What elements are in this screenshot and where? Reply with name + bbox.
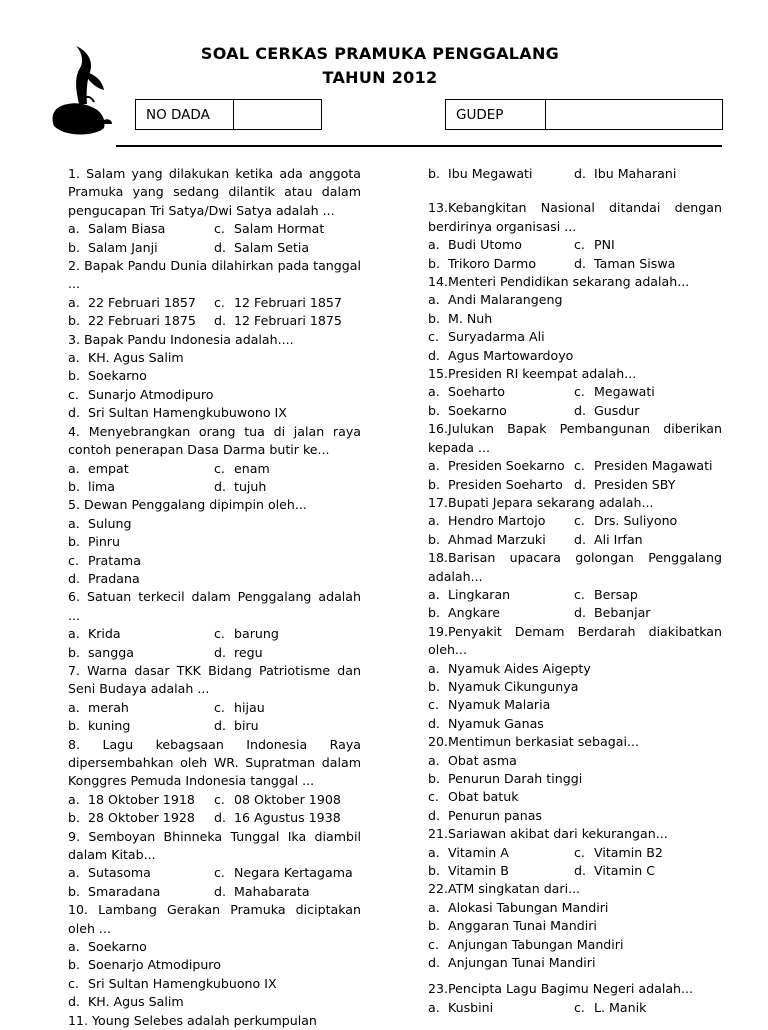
options-row bbox=[428, 531, 722, 549]
option-letter: c. bbox=[574, 844, 585, 860]
option-letter: c. bbox=[574, 384, 585, 400]
option-text: Sutasoma bbox=[88, 865, 151, 881]
options-row bbox=[68, 883, 361, 901]
option-text: Vitamin C bbox=[594, 863, 656, 879]
question-15: 15.Presiden RI keempat adalah... bbox=[428, 366, 637, 382]
options-row bbox=[428, 236, 722, 254]
options-row bbox=[68, 791, 361, 809]
option-letter: d. bbox=[214, 644, 226, 660]
option-text: Nyamuk Cikungunya bbox=[448, 678, 579, 694]
option-letter: d. bbox=[574, 531, 586, 547]
option bbox=[428, 715, 722, 733]
option-text: Andi Malarangeng bbox=[448, 292, 563, 308]
option-text: 22 Februari 1857 bbox=[88, 294, 196, 310]
option bbox=[428, 899, 722, 917]
option-text: Sri Sultan Hamengkubuwono IX bbox=[88, 405, 287, 421]
option-letter: a. bbox=[428, 292, 440, 308]
option bbox=[68, 533, 361, 551]
option-text: Mahabarata bbox=[234, 883, 310, 899]
option-text: Soekarno bbox=[448, 402, 507, 418]
option-letter: d. bbox=[574, 863, 586, 879]
option-letter: c. bbox=[574, 458, 585, 474]
option bbox=[68, 404, 361, 422]
option-text: hijau bbox=[234, 699, 265, 715]
option-letter: c. bbox=[214, 221, 225, 237]
option-text: Presiden SBY bbox=[594, 476, 676, 492]
options-row bbox=[428, 862, 722, 880]
option-text: lima bbox=[88, 478, 115, 494]
option-text: Ahmad Marzuki bbox=[448, 531, 546, 547]
option-text: Agus Martowardoyo bbox=[448, 347, 574, 363]
question-2: 2. Bapak Pandu Dunia dilahirkan pada tanggal ... bbox=[68, 258, 361, 292]
option-letter: d. bbox=[428, 347, 440, 363]
option-text: sangga bbox=[88, 644, 134, 660]
question-23: 23.Pencipta Lagu Bagimu Negeri adalah... bbox=[428, 981, 694, 997]
option-letter: c. bbox=[574, 999, 585, 1015]
option-text: Salam Janji bbox=[88, 239, 158, 255]
options-row bbox=[428, 512, 722, 530]
option-letter: d. bbox=[574, 166, 586, 181]
header-divider bbox=[116, 145, 722, 147]
question-9: 9. Semboyan Bhinneka Tunggal Ika diambil dalam Kitab... bbox=[68, 828, 361, 863]
option bbox=[428, 936, 722, 954]
option-text: Penurun panas bbox=[448, 807, 542, 823]
question-20: 20.Mentimun berkasiat sebagai... bbox=[428, 734, 639, 750]
options-row bbox=[68, 312, 361, 330]
option-text: Negara Kertagama bbox=[234, 865, 353, 881]
option-letter: a. bbox=[68, 865, 80, 881]
option-letter: d. bbox=[214, 718, 226, 734]
option-text: Obat asma bbox=[448, 752, 517, 768]
option-text: Vitamin B bbox=[448, 863, 509, 879]
option-text: KH. Agus Salim bbox=[88, 994, 184, 1010]
option bbox=[428, 660, 722, 678]
no-dada-field bbox=[135, 99, 322, 130]
option-text: M. Nuh bbox=[448, 310, 493, 326]
option-text: Pinru bbox=[88, 534, 120, 550]
option-text: Soeharto bbox=[448, 384, 505, 400]
option-letter: b. bbox=[428, 166, 440, 181]
option-letter: b. bbox=[428, 863, 440, 879]
option-letter: a. bbox=[428, 660, 440, 676]
option-text: barung bbox=[234, 626, 279, 642]
option-letter: a. bbox=[428, 999, 440, 1015]
option-text: 18 Oktober 1918 bbox=[88, 791, 195, 807]
option-letter: a. bbox=[428, 513, 440, 529]
option-text: regu bbox=[234, 644, 263, 660]
option bbox=[68, 349, 361, 367]
option bbox=[428, 291, 722, 309]
question-7: 7. Warna dasar TKK Bidang Patriotisme dan Seni Budaya adalah ... bbox=[68, 662, 361, 697]
option-text: Lingkaran bbox=[448, 586, 511, 602]
options-row bbox=[68, 294, 361, 312]
option-letter: b. bbox=[68, 368, 80, 384]
option-text: Anjungan Tabungan Mandiri bbox=[448, 936, 624, 952]
option-text: merah bbox=[88, 699, 129, 715]
options-row bbox=[428, 844, 722, 862]
option-text: 28 Oktober 1928 bbox=[88, 810, 195, 826]
option-text: 12 Februari 1875 bbox=[234, 313, 342, 329]
option-text: 16 Agustus 1938 bbox=[234, 810, 341, 826]
option-text: Sunarjo Atmodipuro bbox=[88, 386, 214, 402]
options-row bbox=[428, 255, 722, 273]
option-text: Ali Irfan bbox=[594, 531, 643, 547]
option-letter: a. bbox=[68, 515, 80, 531]
option-text: Taman Siswa bbox=[594, 255, 676, 271]
option bbox=[428, 696, 722, 714]
options-row bbox=[68, 239, 361, 257]
option bbox=[428, 770, 722, 788]
option-letter: b. bbox=[428, 402, 440, 418]
question-22: 22.ATM singkatan dari... bbox=[428, 881, 581, 897]
option-text: Bersap bbox=[594, 586, 638, 602]
question-4: 4. Menyebrangkan orang tua di jalan raya contoh penerapan Dasa Darma butir ke... bbox=[68, 423, 361, 458]
option-text: Salam Hormat bbox=[234, 221, 325, 237]
option-letter: b. bbox=[68, 644, 80, 660]
option-text: Smaradana bbox=[88, 883, 161, 899]
options-row bbox=[68, 809, 361, 827]
option bbox=[428, 954, 722, 972]
option-text: Pradana bbox=[88, 570, 140, 586]
option-letter: b. bbox=[68, 957, 80, 973]
option-text: Kusbini bbox=[448, 999, 494, 1015]
option bbox=[68, 993, 361, 1011]
page-subtitle-year: TAHUN 2012 bbox=[322, 68, 438, 87]
option-letter: d. bbox=[428, 807, 440, 823]
option-letter: b. bbox=[68, 313, 80, 329]
option-letter: d. bbox=[214, 810, 226, 826]
option-text: Presiden Soekarno bbox=[448, 458, 565, 474]
option-letter: c. bbox=[428, 936, 439, 952]
option-text: Sri Sultan Hamengkubuono IX bbox=[88, 975, 277, 991]
option-letter: a. bbox=[428, 458, 440, 474]
option-letter: b. bbox=[428, 476, 440, 492]
option bbox=[68, 956, 361, 974]
option-letter: a. bbox=[68, 626, 80, 642]
options-row bbox=[68, 625, 361, 643]
option-letter: b. bbox=[428, 531, 440, 547]
option bbox=[68, 367, 361, 385]
option-letter: a. bbox=[68, 699, 80, 715]
option-text: Salam Setia bbox=[234, 239, 310, 255]
question-16: 16.Julukan Bapak Pembangunan diberikan kepada ... bbox=[428, 421, 722, 455]
option-text: kuning bbox=[88, 718, 131, 734]
option-text: Megawati bbox=[594, 384, 655, 400]
option-text: Presiden Magawati bbox=[594, 458, 713, 474]
option bbox=[68, 386, 361, 404]
option-text: 22 Februari 1875 bbox=[88, 313, 196, 329]
option-text: Nyamuk Aides Aigepty bbox=[448, 660, 591, 676]
option bbox=[428, 807, 722, 825]
option-text: Salam Biasa bbox=[88, 221, 166, 237]
option-letter: a. bbox=[68, 294, 80, 310]
options-row bbox=[428, 586, 722, 604]
option-text: L. Manik bbox=[594, 999, 647, 1015]
page-title: SOAL CERKAS PRAMUKA PENGGALANG bbox=[200, 44, 560, 63]
question-3: 3. Bapak Pandu Indonesia adalah.... bbox=[68, 331, 294, 347]
option-letter: c. bbox=[214, 626, 225, 642]
options-row bbox=[68, 478, 361, 496]
option-letter: c. bbox=[68, 552, 79, 568]
option bbox=[428, 310, 722, 328]
option-letter: a. bbox=[428, 752, 440, 768]
option-letter: b. bbox=[428, 678, 440, 694]
option-letter: d. bbox=[574, 255, 586, 271]
option bbox=[428, 678, 722, 696]
option-letter: b. bbox=[428, 771, 440, 786]
option-letter: d. bbox=[214, 478, 226, 494]
no-dada-label: NO DADA bbox=[136, 100, 234, 129]
option-text: PNI bbox=[594, 237, 615, 253]
options-row bbox=[428, 402, 722, 420]
option-text: Soenarjo Atmodipuro bbox=[88, 957, 221, 973]
option-letter: b. bbox=[68, 534, 80, 550]
options-row bbox=[68, 644, 361, 662]
option-letter: d. bbox=[214, 239, 226, 255]
option-letter: b. bbox=[428, 310, 440, 326]
option-letter: d. bbox=[68, 570, 80, 586]
option bbox=[68, 515, 361, 533]
option-letter: c. bbox=[428, 329, 439, 345]
option-text: Sulung bbox=[88, 515, 132, 531]
gudep-input[interactable] bbox=[546, 100, 722, 129]
option-letter: d. bbox=[68, 405, 80, 421]
option-letter: b. bbox=[68, 883, 80, 899]
option-text: Vitamin B2 bbox=[594, 844, 663, 860]
option-letter: b. bbox=[428, 918, 440, 934]
no-dada-input[interactable] bbox=[234, 100, 321, 129]
option-letter: c. bbox=[214, 865, 225, 881]
option-letter: c. bbox=[574, 513, 585, 529]
option-letter: c. bbox=[214, 699, 225, 715]
option-text: Bebanjar bbox=[594, 605, 651, 621]
option-letter: d. bbox=[428, 955, 440, 971]
option-text: biru bbox=[234, 718, 259, 734]
option-text: Ibu Maharani bbox=[594, 166, 677, 181]
option bbox=[428, 752, 722, 770]
right-column bbox=[428, 165, 722, 1017]
option-letter: a. bbox=[428, 586, 440, 602]
option-letter: b. bbox=[68, 239, 80, 255]
options-row bbox=[68, 699, 361, 717]
option-letter: a. bbox=[428, 899, 440, 915]
question-11: 11. Young Selebes adalah perkumpulan bbox=[68, 1012, 317, 1028]
option-letter: d. bbox=[574, 476, 586, 492]
option-text: Drs. Suliyono bbox=[594, 513, 678, 529]
option-text: Presiden Soeharto bbox=[448, 476, 563, 492]
option-letter: a. bbox=[68, 939, 80, 955]
option-text: Gusdur bbox=[594, 402, 640, 418]
option-text: Soekarno bbox=[88, 939, 147, 955]
option-letter: c. bbox=[574, 237, 585, 253]
option-letter: b. bbox=[428, 255, 440, 271]
option-letter: a. bbox=[428, 844, 440, 860]
options-row bbox=[428, 476, 722, 494]
option-letter: a. bbox=[428, 237, 440, 253]
option-letter: d. bbox=[428, 715, 440, 731]
options-row bbox=[428, 383, 722, 401]
option-letter: a. bbox=[428, 384, 440, 400]
option-letter: a. bbox=[68, 460, 80, 476]
question-21: 21.Sariawan akibat dari kekurangan... bbox=[428, 826, 668, 842]
option-letter: a. bbox=[68, 221, 80, 237]
option bbox=[428, 328, 722, 346]
question-8: 8. Lagu kebagsaan Indonesia Raya dipersembahkan oleh WR. Supratman dalam Konggres Pemuda Indonesia tanggal ... bbox=[68, 736, 361, 789]
question-19: 19.Penyakit Demam Berdarah diakibatkan oleh... bbox=[428, 623, 722, 658]
question-14: 14.Menteri Pendidikan sekarang adalah... bbox=[428, 274, 690, 290]
scout-emblem-icon bbox=[46, 42, 114, 142]
option-text: Penurun Darah tinggi bbox=[448, 771, 583, 786]
question-6: 6. Satuan terkecil dalam Penggalang adalah ... bbox=[68, 589, 361, 623]
option bbox=[68, 975, 361, 993]
question-17: 17.Bupati Jepara sekarang adalah... bbox=[428, 494, 654, 510]
option-text: Soekarno bbox=[88, 368, 147, 384]
option-letter: c. bbox=[214, 791, 225, 807]
option-text: Alokasi Tabungan Mandiri bbox=[448, 899, 609, 915]
option-letter: b. bbox=[68, 810, 80, 826]
option-text: Anjungan Tunai Mandiri bbox=[448, 955, 596, 971]
option-text: Ibu Megawati bbox=[448, 166, 533, 181]
gudep-label: GUDEP bbox=[446, 100, 546, 129]
option-text: Suryadarma Ali bbox=[448, 329, 545, 345]
option-text: Krida bbox=[88, 626, 121, 642]
options-row bbox=[428, 999, 722, 1017]
option-text: Nyamuk Ganas bbox=[448, 715, 544, 731]
options-row bbox=[428, 457, 722, 475]
question-10: 10. Lambang Gerakan Pramuka diciptakan oleh ... bbox=[68, 902, 361, 936]
option-letter: c. bbox=[574, 586, 585, 602]
option bbox=[428, 917, 722, 935]
option-text: 12 Februari 1857 bbox=[234, 294, 342, 310]
option-text: 08 Oktober 1908 bbox=[234, 791, 341, 807]
option bbox=[68, 552, 361, 570]
options-row bbox=[68, 460, 361, 478]
option-letter: c. bbox=[214, 294, 225, 310]
option-text: KH. Agus Salim bbox=[88, 350, 184, 366]
option-letter: d. bbox=[214, 883, 226, 899]
options-row bbox=[428, 604, 722, 622]
option-text: Angkare bbox=[448, 605, 501, 621]
question-1: 1. Salam yang dilakukan ketika ada anggota Pramuka yang sedang dilantik atau dalam pengucapan Tri Satya/Dwi Satya adalah ... bbox=[68, 166, 361, 218]
option-letter: c. bbox=[68, 975, 79, 991]
options-row bbox=[68, 864, 361, 882]
option-letter: a. bbox=[68, 350, 80, 366]
options-row bbox=[68, 717, 361, 735]
question-18: 18.Barisan upacara golongan Penggalang adalah... bbox=[428, 550, 722, 584]
option-text: Anggaran Tunai Mandiri bbox=[448, 918, 597, 934]
option-letter: c. bbox=[214, 460, 225, 476]
option-letter: d. bbox=[574, 605, 586, 621]
option-letter: c. bbox=[428, 789, 439, 805]
option bbox=[428, 788, 722, 806]
option-text: tujuh bbox=[234, 478, 267, 494]
question-13: 13.Kebangkitan Nasional ditandai dengan berdirinya organisasi ... bbox=[428, 200, 722, 234]
option-letter: d. bbox=[68, 994, 80, 1010]
left-column bbox=[68, 165, 361, 1030]
option bbox=[68, 570, 361, 588]
option-text: Hendro Martojo bbox=[448, 513, 546, 529]
option-letter: c. bbox=[68, 386, 79, 402]
option-text: Pratama bbox=[88, 552, 141, 568]
gudep-field bbox=[445, 99, 723, 130]
option-letter: b. bbox=[68, 478, 80, 494]
options-row bbox=[68, 220, 361, 238]
option-text: Nyamuk Malaria bbox=[448, 697, 551, 713]
option-text: empat bbox=[88, 460, 129, 476]
option-letter: d. bbox=[574, 402, 586, 418]
option-letter: b. bbox=[428, 605, 440, 621]
option-letter: c. bbox=[428, 697, 439, 713]
option-letter: b. bbox=[68, 718, 80, 734]
option-letter: a. bbox=[68, 791, 80, 807]
option bbox=[68, 938, 361, 956]
option-text: Vitamin A bbox=[448, 844, 509, 860]
options-row bbox=[428, 165, 722, 183]
option-text: Budi Utomo bbox=[448, 237, 522, 253]
option-text: Trikoro Darmo bbox=[448, 255, 537, 271]
option-letter: d. bbox=[214, 313, 226, 329]
option-text: enam bbox=[234, 460, 270, 476]
option bbox=[428, 347, 722, 365]
question-5: 5. Dewan Penggalang dipimpin oleh... bbox=[68, 497, 307, 513]
option-text: Obat batuk bbox=[448, 789, 519, 805]
